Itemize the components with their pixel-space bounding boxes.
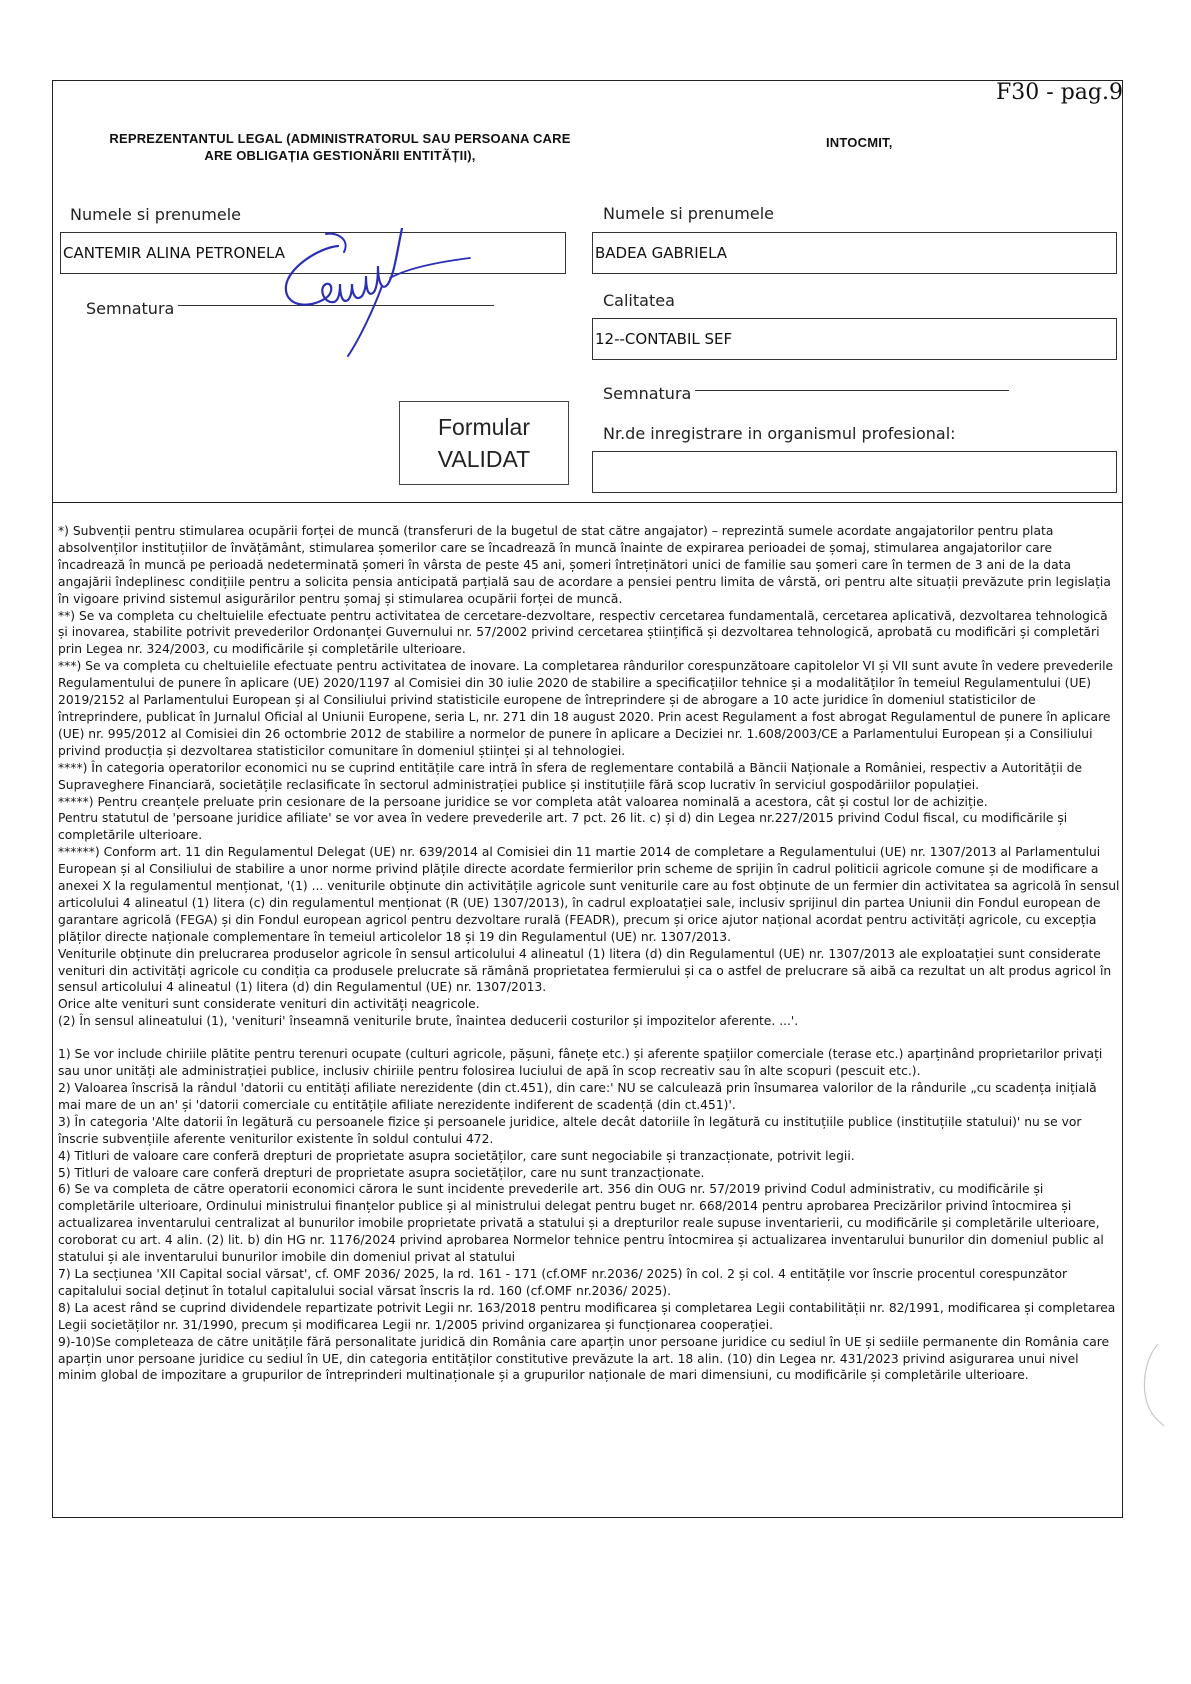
right-signature-label: Semnatura	[603, 384, 692, 403]
validated-stamp-line2: VALIDAT	[437, 446, 531, 472]
registration-field[interactable]	[592, 451, 1117, 493]
margin-pencil-mark	[1136, 1340, 1166, 1430]
quality-field[interactable]: 12--CONTABIL SEF	[592, 318, 1117, 360]
quality-label: Calitatea	[603, 291, 675, 310]
section-divider	[52, 502, 1123, 503]
validated-stamp	[399, 401, 569, 485]
footnote-paragraph: 4) Titluri de valoare care conferă drepturi de proprietate asupra societăților, care sunt negociabile și tranzacționate, potrivit legii.	[58, 1148, 855, 1163]
right-name-label: Numele si prenumele	[603, 204, 775, 223]
note-paragraph: *) Subvenții pentru stimularea ocupării forței de muncă (transferuri de la bugetul de stat către angajator) – reprezintă sumele acordate angajatorilor pentru plata absolvenților instituțiilor de învățământ, stimularea șomerilor care se încadrează în muncă înainte de expirarea perioadei de șomaj, stimularea angajatorilor care încadrează în muncă pe perioadă nedeterminată șomeri în vârsta de peste 45 ani, șomeri întreținători unici de familie sau șomeri care în termen de 3 ani de la data angajării îndeplinesc condițiile pentru a solicita pensia anticipată parțială sau de acordare a pensiei pentru limita de vârstă, ori pentru alte situații prevăzute prin legislația în vigoare privind sistemul asigurărilor pentru șomaj și stimularea ocupării forței de muncă.	[58, 524, 1111, 606]
handwritten-signature	[278, 228, 478, 368]
page-label: F30 - pag.9	[996, 80, 1123, 105]
prepared-by-header: INTOCMIT,	[826, 135, 893, 150]
registration-label: Nr.de inregistrare in organismul profesional:	[603, 424, 956, 443]
footnote-paragraph: 3) În categoria 'Alte datorii în legătură cu persoanele fizice și persoanele juridice, altele decât datoriile în legătură cu instituțiile publice (instituțiile statului)' nu se vor înscrie subvențiile aferente veniturilor existente în soldul contului 472.	[58, 1114, 1082, 1146]
legal-representative-header-line1: REPREZENTANTUL LEGAL (ADMINISTRATORUL SAU PERSOANA CARE	[109, 131, 571, 146]
footnote-paragraph: 7) La secțiunea 'XII Capital social vărsat', cf. OMF 2036/ 2025, la rd. 161 - 171 (cf.OMF nr.2036/ 2025) în col. 2 și col. 4 entitățile vor înscrie procentul corespunzător capitalului social deținut în totalul capitalului social vărsat înscris la rd. 160 (cf.OMF nr.2036/ 2025).	[58, 1266, 1068, 1298]
legal-representative-header	[90, 130, 590, 164]
right-signature-line	[695, 390, 1009, 391]
explanatory-notes	[58, 523, 1120, 1384]
footnote-paragraph: 9)-10)Se completeaza de către unitățile fără personalitate juridică din România care aparțin unor persoane juridice cu sediul în UE și sediile permanente din România care aparțin unor persoane juridice cu sediul în UE, din categoria entităților constitutive prevăzute la art. 18 alin. (10) din Legea nr. 431/2023 privind asigurarea unui nivel minim global de impozitare a grupurilor de întreprinderi multinaționale și a grupurilor naționale de mari dimensiuni, cu modificările și completările ulterioare.	[58, 1334, 1110, 1383]
note-paragraph: ***) Se va completa cu cheltuielile efectuate pentru activitatea de inovare. La completarea rândurilor corespunzătoare capitolelor VI și VII sunt avute în vedere prevederile Regulamentului de punere în aplicare (UE) 2020/1197 al Comisiei din 30 iulie 2020 de stabilire a specificațiilor tehnice și a modalităților în temeiul Regulamentului (UE) 2019/2152 al Parlamentului European și al Consiliului privind statisticile europene de întreprindere și de abrogare a 10 acte juridice în domeniul statisticilor de întreprindere, publicat în Jurnalul Oficial al Uniunii Europene, seria L, nr. 271 din 18 august 2020. Prin acest Regulament a fost abrogat Regulamentul de punere în aplicare (UE) nr. 995/2012 al Comisiei din 26 octombrie 2012 de stabilire a normelor de punere în aplicare a Deciziei nr. 1.608/2003/CE a Parlamentului European și a Consiliului privind producția și dezvoltarea statisticilor comunitare în domeniul științei și al tehnologiei.	[58, 659, 1114, 758]
note-paragraph: Veniturile obținute din prelucrarea produselor agricole în sensul articolului 4 alineatul (1) litera (d) din Regulamentul (UE) nr. 1307/2013 ale exploatației sunt considerate venituri din activități agricole cu condiția ca produsele prelucrate să rămână proprietatea fermierului și ca o astfel de prelucrare să aibă ca rezultat un alt produs agricol în sensul articolului 4 alineatul (1) litera (d) din Regulamentul (UE) nr. 1307/2013.	[58, 946, 1112, 995]
note-paragraph: *****) Pentru creanțele preluate prin cesionare de la persoane juridice se vor completa atât valoarea nominală a acestora, cât și costul lor de achiziție.	[58, 794, 988, 809]
left-name-field[interactable]: CANTEMIR ALINA PETRONELA	[60, 232, 566, 274]
footnote-paragraph: 1) Se vor include chiriile plătite pentru terenuri ocupate (culturi agricole, pășuni, fânețe etc.) și aferente spațiilor comerciale (terase etc.) aparținând proprietarilor privați sau unor unități ale administrației publice, inclusiv chiriile pentru folosirea luciului de apă în scop recreativ sau în alte scopuri (pescuit etc.).	[58, 1047, 1103, 1079]
right-name-field[interactable]: BADEA GABRIELA	[592, 232, 1117, 274]
left-signature-label: Semnatura	[86, 299, 175, 318]
note-paragraph: ****) În categoria operatorilor economici nu se cuprind entitățile care intră în sfera de reglementare contabilă a Băncii Naționale a României, respectiv a Autorității de Supraveghere Financiară, societățile reclasificate în sectorul administrației publice și instituțiile fără scop lucrativ în serviciul gospodăriilor populației.	[58, 760, 1083, 792]
footnote-paragraph: 2) Valoarea înscrisă la rândul 'datorii cu entități afiliate nerezidente (din ct.451), din care:' NU se calculează prin însumarea valorilor de la rândurile „cu scadența inițială mai mare de un an' și 'datorii comerciale cu entitățile afiliate nerezidente indiferent de scadență (din ct.451)'.	[58, 1081, 1097, 1112]
note-paragraph: Orice alte venituri sunt considerate venituri din activități neagricole.	[58, 997, 480, 1012]
footnote-paragraph: 5) Titluri de valoare care conferă drepturi de proprietate asupra societăților, care nu sunt tranzacționate.	[58, 1165, 705, 1180]
validated-stamp-line1: Formular	[437, 414, 530, 440]
footnote-paragraph: 6) Se va completa de către operatorii economici cărora le sunt incidente prevederile art. 356 din OUG nr. 57/2019 privind Codul administrativ, cu modificările și completările ulterioare, Ordinului ministrului finanțelor publice și al ministrului delegat pentru buget nr. 668/2014 pentru aprobarea Precizărilor privind întocmirea și actualizarea inventarului centralizat al bunurilor imobile proprietate privată a statului și a drepturilor reale supuse inventarierii, cu modificările și completările ulterioare, coroborat cu art. 4 alin. (2) lit. b) din HG nr. 1176/2024 privind aprobarea Normelor tehnice pentru întocmirea și actualizarea inventarului bunurilor din domeniul public al statului și ale inventarului bunurilor imobile din domeniul privat al statului	[58, 1182, 1104, 1265]
note-paragraph: ******) Conform art. 11 din Regulamentul Delegat (UE) nr. 639/2014 al Comisiei din 11 martie 2014 de completare a Regulamentului (UE) nr. 1307/2013 al Parlamentului European și al Consiliului de stabilire a unor norme privind plățile directe acordate fermierilor prin scheme de sprijin în cadrul politicii agricole comune și de modificare a anexei X la regulamentul menționat, '(1) ... veniturile obținute din activitățile agricole sunt veniturile care au fost obținute de un fermier din activitatea sa agricolă în sensul articolului 4 alineatul (1) litera (c) din regulamentul menționat (R (UE) 1307/2013), în cadrul exploatației sale, inclusiv sprijinul din partea Uniunii din Fondul european de garantare agricolă (FEGA) și din Fondul european agricol pentru dezvoltare rurală (FEADR), precum și orice ajutor național acordat pentru activități agricole, cu excepția plăților directe naționale complementare în temeiul articolelor 18 și 19 din Regulamentul (UE) nr. 1307/2013.	[58, 845, 1120, 944]
footnote-paragraph: 8) La acest rând se cuprind dividendele repartizate potrivit Legii nr. 163/2018 pentru modificarea și completarea Legii contabilității nr. 82/1991, modificarea și completarea Legii societăților nr. 31/1990, precum și modificarea Legii nr. 1/2005 privind organizarea și funcționarea cooperației.	[58, 1300, 1116, 1332]
note-paragraph: **) Se va completa cu cheltuielile efectuate pentru activitatea de cercetare-dezvoltare, respectiv cercetarea fundamentală, cercetarea aplicativă, dezvoltarea tehnologică și inovarea, stabilite potrivit prevederilor Ordonanței Guvernului nr. 57/2002 privind cercetarea științifică și dezvoltarea tehnologică, aprobată cu modificări și completări prin Legea nr. 324/2003, cu modificările și completările ulterioare.	[58, 608, 1108, 657]
note-paragraph: (2) În sensul alineatului (1), 'venituri' înseamnă veniturile brute, înaintea deducerii costurilor și impozitelor aferente. ...'.	[58, 1014, 799, 1029]
notes-spacer	[58, 1030, 1120, 1046]
legal-representative-header-line2: ARE OBLIGAȚIA GESTIONĂRII ENTITĂȚII),	[204, 148, 476, 163]
left-name-label: Numele si prenumele	[70, 205, 242, 224]
note-paragraph: Pentru statutul de 'persoane juridice afiliate' se vor avea în vedere prevederile art. 7 pct. 26 lit. c) și d) din Legea nr.227/2015 privind Codul fiscal, cu modificările și completările ulterioare.	[58, 811, 1068, 843]
